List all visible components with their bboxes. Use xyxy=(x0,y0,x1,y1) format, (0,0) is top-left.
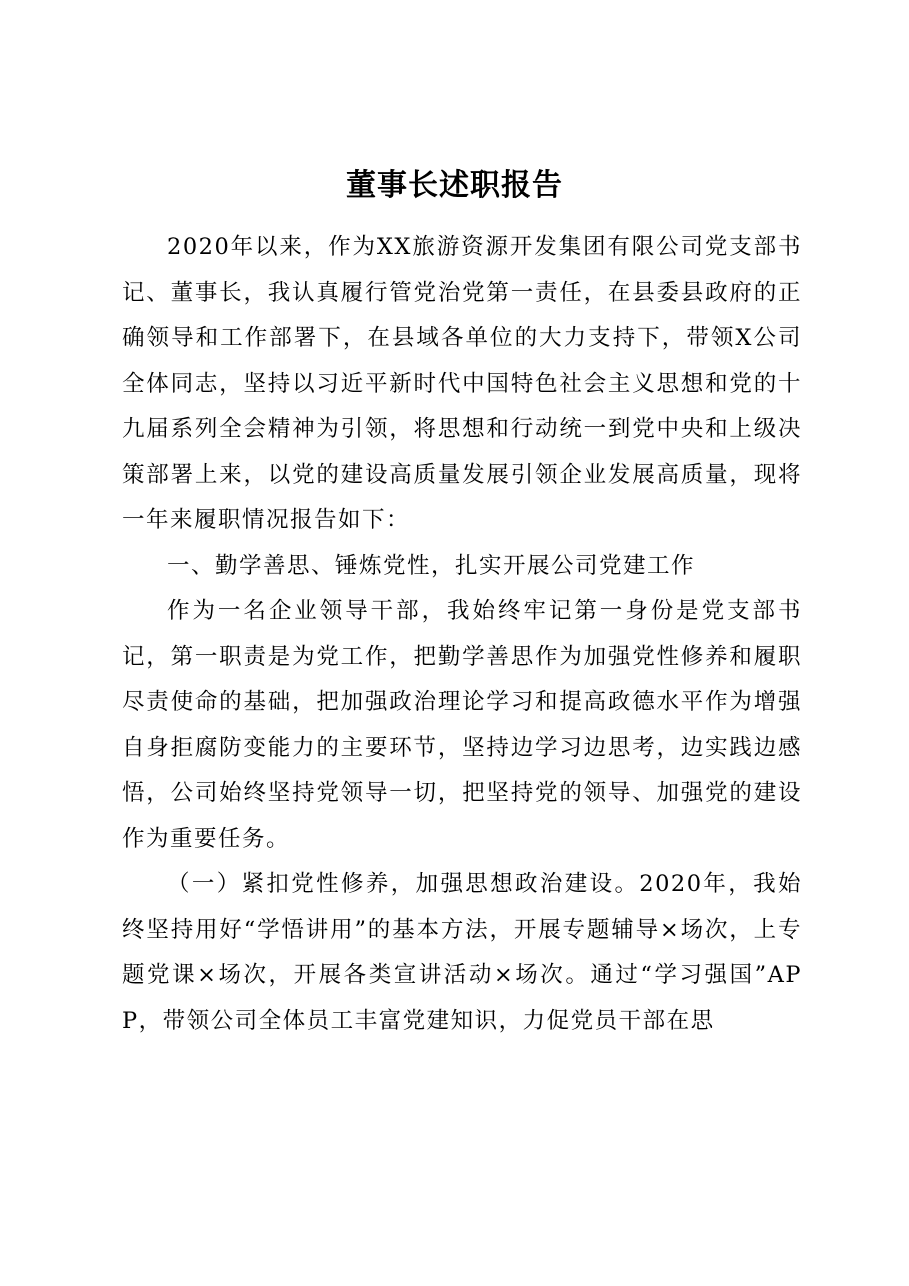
document-body xyxy=(122,225,802,1044)
paragraph-subsection-1: （一）紧扣党性修养，加强思想政治建设。2020年，我始终坚持用好“学悟讲用”的基本方法，开展专题辅导×场次，上专题党课×场次，开展各类宣讲活动×场次。通过“学习强国”APP，带领公司全体员工丰富党建知识，力促党员干部在思 xyxy=(122,871,802,1034)
document-title: 董事长述职报告 xyxy=(346,168,563,203)
paragraph-section-1: 作为一名企业领导干部，我始终牢记第一身份是党支部书记，第一职责是为党工作，把勤学善思作为加强党性修养和履职尽责使命的基础，把加强政治理论学习和提高政德水平作为增强自身拒腐防变能力的主要环节，坚持边学习边思考，边实践边感悟，公司始终坚持党领导一切，把坚持党的领导、加强党的建设作为重要任务。 xyxy=(122,598,802,852)
paragraph-intro: 2020年以来，作为XX旅游资源开发集团有限公司党支部书记、董事长，我认真履行管党治党第一责任，在县委县政府的正确领导和工作部署下，在县域各单位的大力支持下，带领X公司全体同志，坚持以习近平新时代中国特色社会主义思想和党的十九届系列全会精神为引领，将思想和行动统一到党中央和上级决策部署上来，以党的建设高质量发展引领企业发展高质量，现将一年来履职情况报告如下： xyxy=(122,234,802,533)
section-heading-1: 一、勤学善思、锤炼党性，扎实开展公司党建工作 xyxy=(167,552,696,579)
